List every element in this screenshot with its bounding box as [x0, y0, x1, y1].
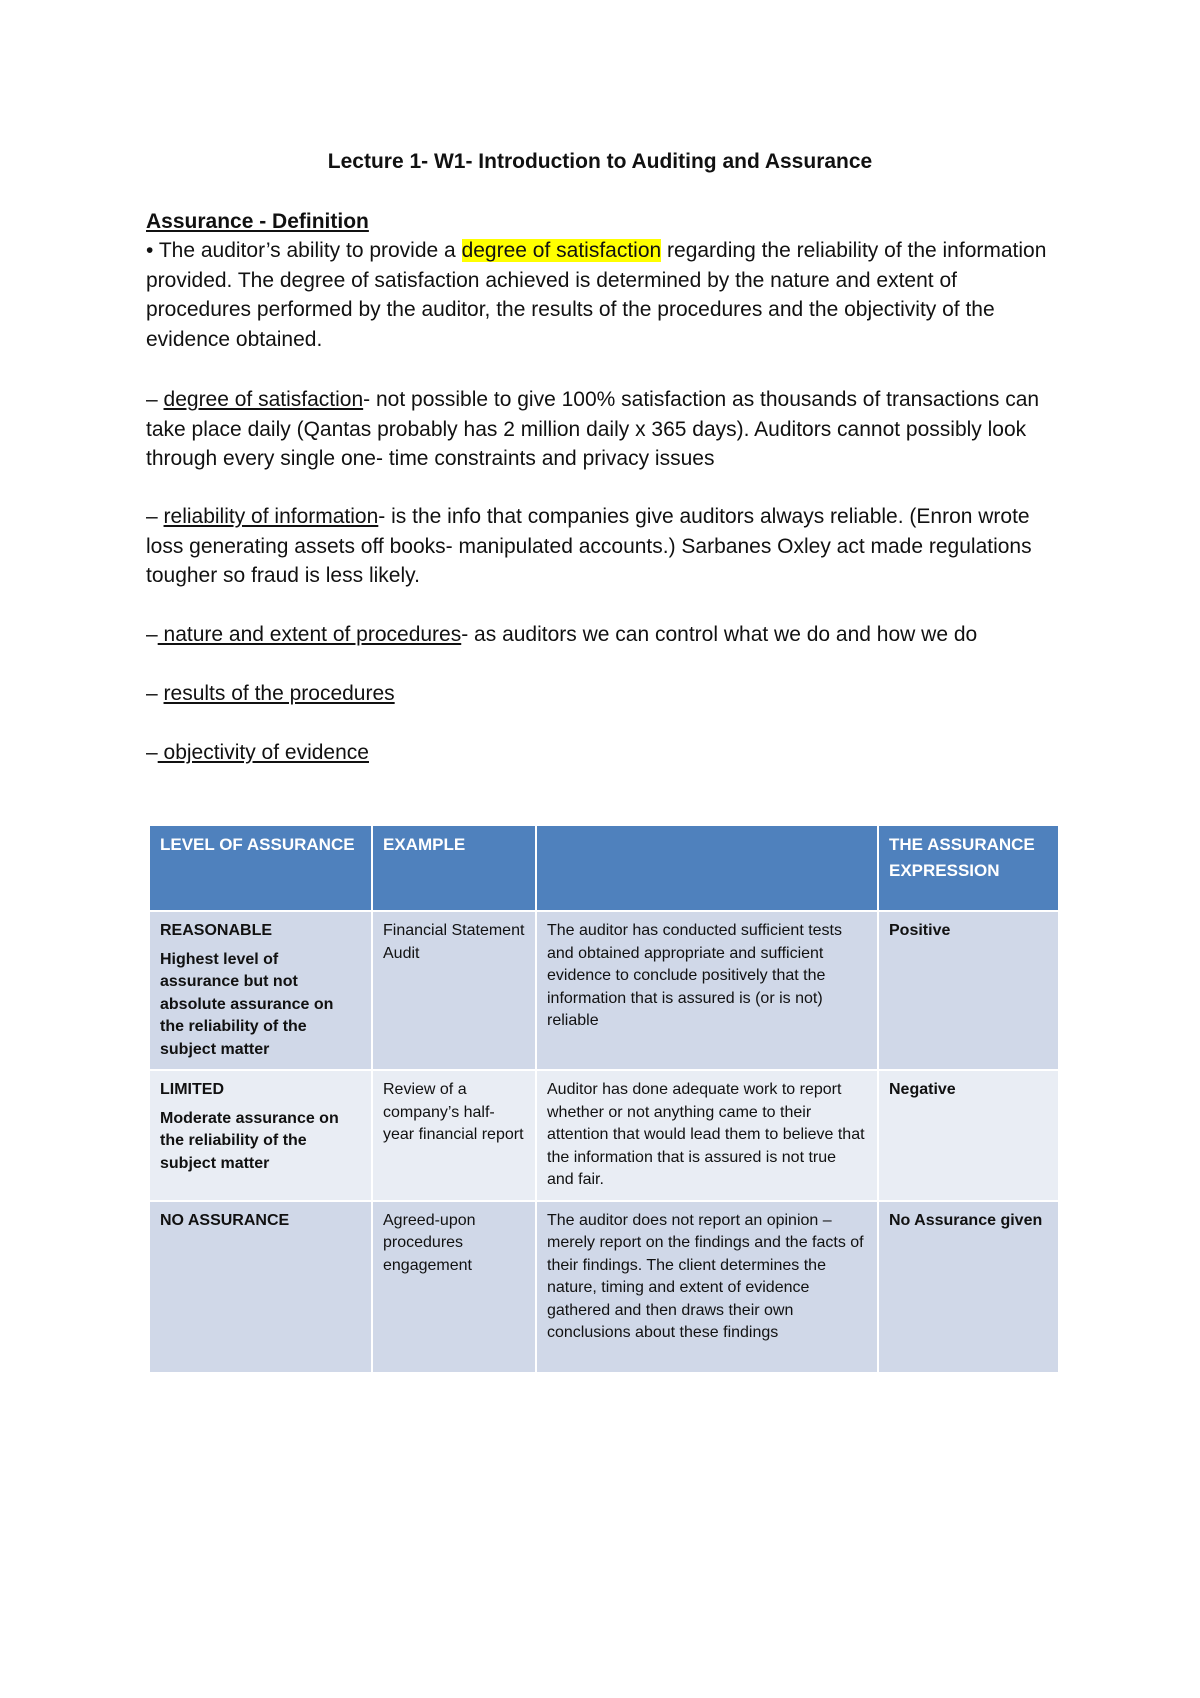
description-cell: Auditor has done adequate work to report whether or not anything came to their attention that would lead them to believe that the information that is assured is not true and fair.	[536, 1070, 878, 1201]
definition-text-start: The auditor’s ability to provide a	[158, 239, 462, 262]
note-dash: –	[146, 682, 158, 705]
definition-paragraph	[146, 236, 1066, 354]
note-nature-and-extent	[146, 620, 1066, 650]
note-results-of-procedures	[146, 679, 1066, 709]
example-cell: Review of a company’s half-year financial report	[372, 1070, 536, 1201]
highlighted-term: degree of satisfaction	[461, 239, 662, 262]
assurance-levels-table	[148, 824, 1060, 1374]
note-objectivity-of-evidence	[146, 738, 1066, 768]
level-name: REASONABLE	[160, 922, 273, 939]
definition-text-end: regarding the reliability of the information provided. The degree of satisfaction achieved is determined by the nature and extent of procedures performed by the auditor, the results of the procedures and the objectivity of the evidence obtained.	[146, 239, 1047, 351]
note-dash: –	[146, 741, 158, 764]
table-row	[149, 1201, 1059, 1373]
example-cell: Financial Statement Audit	[372, 911, 536, 1070]
header-example: EXAMPLE	[372, 825, 536, 911]
header-description	[536, 825, 878, 911]
note-reliability-of-information	[146, 502, 1066, 591]
note-text: - not possible to give 100% satisfaction as thousands of transactions can take place daily (Qantas probably has 2 million daily x 365 days). Auditors cannot possibly look through every single one- time constraints and privacy issues	[146, 388, 1040, 470]
note-dash: –	[146, 388, 158, 411]
level-name: NO ASSURANCE	[160, 1211, 290, 1229]
header-level-of-assurance: LEVEL OF ASSURANCE	[149, 825, 372, 911]
level-cell	[149, 1070, 372, 1201]
expression-cell: No Assurance given	[878, 1201, 1059, 1373]
page-title: Lecture 1- W1- Introduction to Auditing and Assurance	[327, 150, 873, 173]
expression-cell: Positive	[878, 911, 1059, 1070]
level-description: Highest level of assurance but not absolute assurance on the reliability of the subject matter	[160, 950, 334, 1058]
note-degree-of-satisfaction	[146, 385, 1066, 474]
note-term: objectivity of evidence	[157, 741, 369, 764]
level-cell	[149, 1201, 372, 1373]
description-cell: The auditor does not report an opinion – merely report on the findings and the facts of their findings. The client determines the nature, timing and extent of evidence gathered and then draws their own conclusions about these findings	[536, 1201, 878, 1373]
section-heading: Assurance - Definition	[146, 210, 369, 233]
note-term: reliability of information	[163, 505, 379, 528]
description-cell: The auditor has conducted sufficient tests and obtained appropriate and sufficient evidence to conclude positively that the information that is assured is (or is not) reliable	[536, 911, 878, 1070]
note-dash: –	[146, 623, 158, 646]
table-row	[149, 911, 1059, 1070]
note-term: results of the procedures	[163, 682, 395, 705]
level-name: LIMITED	[160, 1081, 224, 1098]
note-dash: –	[146, 505, 158, 528]
table-header-row	[149, 825, 1059, 911]
note-term: degree of satisfaction	[163, 388, 364, 411]
expression-cell: Negative	[878, 1070, 1059, 1201]
note-text: - is the info that companies give auditors always reliable. (Enron wrote loss generating assets off books- manipulated accounts.) Sarbanes Oxley act made regulations tougher so fraud is less likely.	[146, 505, 1032, 587]
note-term: nature and extent of procedures	[157, 623, 462, 646]
bullet-glyph: •	[146, 239, 154, 262]
example-cell: Agreed-upon procedures engagement	[372, 1201, 536, 1373]
note-text: - as auditors we can control what we do and how we do	[461, 623, 978, 646]
table-row	[149, 1070, 1059, 1201]
header-assurance-expression: THE ASSURANCE EXPRESSION	[878, 825, 1059, 911]
level-description: Moderate assurance on the reliability of the subject matter	[160, 1109, 339, 1172]
level-cell	[149, 911, 372, 1070]
